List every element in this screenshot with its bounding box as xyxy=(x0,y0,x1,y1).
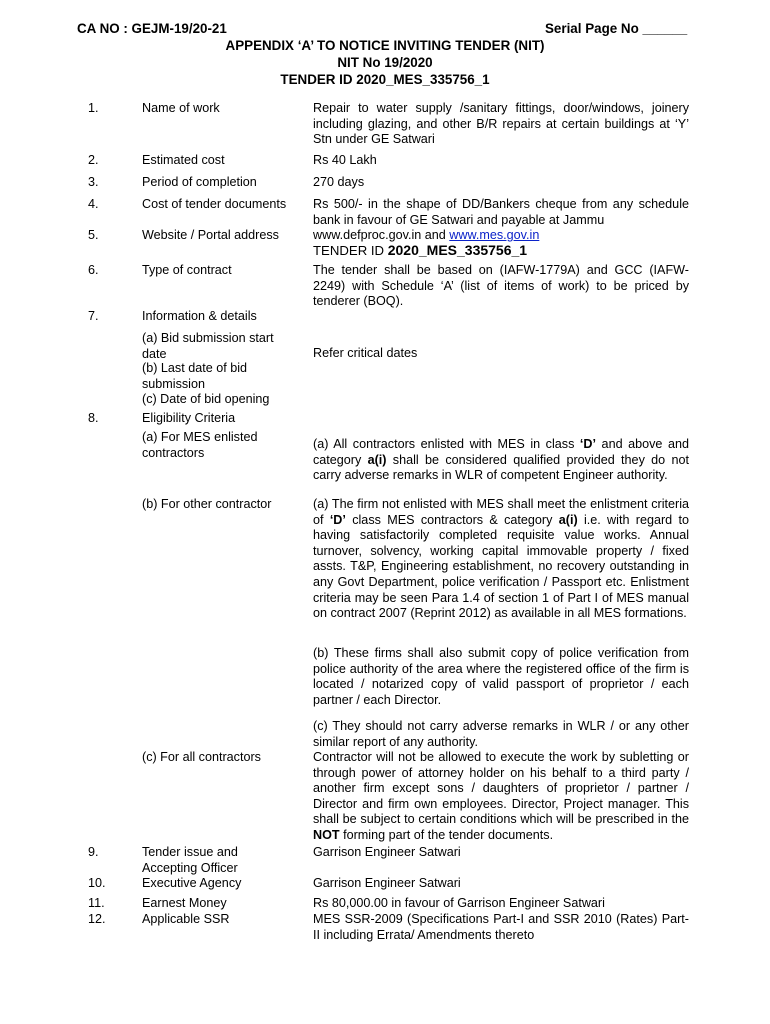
item-7-sub-c: (c) Date of bid opening xyxy=(142,392,270,406)
item-8a-text-2: and above and category xyxy=(313,437,689,467)
item-4-number: 4. xyxy=(88,197,99,211)
item-9-label: Tender issue and Accepting Officer xyxy=(142,845,238,875)
item-11-number: 11. xyxy=(88,896,105,910)
tender-id-value: 2020_MES_335756_1 xyxy=(387,242,528,258)
nit-number: NIT No 19/2020 xyxy=(337,55,433,70)
item-5-label: Website / Portal address xyxy=(142,228,279,242)
item-7-value: Refer critical dates xyxy=(313,346,418,360)
item-8a-class-d: ‘D’ xyxy=(579,437,597,451)
mes-website-link[interactable]: www.mes.gov.in xyxy=(449,228,540,242)
item-1-value: Repair to water supply /sanitary fittings, door/windows, joinery including glazing, and other B/R repairs at certain buildings at ‘Y’ Stn under GE Satwari xyxy=(313,101,689,147)
item-10-number: 10. xyxy=(88,876,106,890)
item-8b-text-3: i.e. with regard to having satisfactorily completed requisite value works. Annual turnover, solvency, working capital immovable property / fixed assts. T&P, Engineering establishment, no recovery outstanding in any Govt Department, police verification / Passport etc. Enlistment criteria may be seen Para 1.4 of section 1 of Part I of MES manual on contract 2007 (Reprint 2012) as available in all MES formations. xyxy=(313,512,689,621)
item-11-label: Earnest Money xyxy=(142,896,227,910)
ca-number: CA NO : GEJM-19/20-21 xyxy=(77,21,227,36)
item-8b-category: a(i) xyxy=(558,512,578,527)
item-8b-text-2: class MES contractors & category xyxy=(345,512,559,527)
item-5-number: 5. xyxy=(88,228,99,242)
item-9-number: 9. xyxy=(88,845,99,859)
item-8c-not: NOT xyxy=(313,827,340,842)
item-6-label: Type of contract xyxy=(142,263,232,277)
appendix-title: APPENDIX ‘A’ TO NOTICE INVITING TENDER (NIT) xyxy=(225,38,545,53)
item-7-sub-b: (b) Last date of bid submission xyxy=(142,361,248,391)
item-8a-value xyxy=(313,437,689,484)
item-12-label: Applicable SSR xyxy=(142,912,230,926)
item-8b-sub-c: (c) They should not carry adverse remarks in WLR / or any other similar report of any authority. xyxy=(313,719,689,749)
item-4-value: Rs 500/- in the shape of DD/Bankers cheque from any schedule bank in favour of GE Satwari and payable at Jammu xyxy=(313,197,689,227)
item-9-value: Garrison Engineer Satwari xyxy=(313,845,461,859)
item-6-number: 6. xyxy=(88,263,99,277)
item-2-label: Estimated cost xyxy=(142,153,225,167)
item-8b-class-d: ‘D’ xyxy=(329,512,346,527)
item-3-label: Period of completion xyxy=(142,175,257,189)
item-8b-text-1: (a) The firm not enlisted with MES shall meet the enlistment criteria of xyxy=(313,497,689,527)
item-7-label: Information & details xyxy=(142,309,257,323)
item-1-number: 1. xyxy=(88,101,99,115)
item-10-label: Executive Agency xyxy=(142,876,242,890)
item-8-number: 8. xyxy=(88,411,99,425)
item-2-value: Rs 40 Lakh xyxy=(313,153,377,167)
item-8b-label: (b) For other contractor xyxy=(142,497,272,511)
item-3-value: 270 days xyxy=(313,175,365,189)
item-12-number: 12. xyxy=(88,912,106,926)
item-8b-value xyxy=(313,497,689,622)
item-2-number: 2. xyxy=(88,153,99,167)
portal-address-text: www.defproc.gov.in and xyxy=(313,228,450,242)
item-3-number: 3. xyxy=(88,175,99,189)
item-11-value: Rs 80,000.00 in favour of Garrison Engineer Satwari xyxy=(313,896,605,910)
item-8a-category: a(i) xyxy=(367,452,387,467)
item-12-value: MES SSR-2009 (Specifications Part-I and SSR 2010 (Rates) Part-II including Errata/ Amendments thereto xyxy=(313,912,689,942)
item-6-value: The tender shall be based on (IAFW-1779A) and GCC (IAFW-2249) with Schedule ‘A’ (list of items of work) to be priced by tenderer (BOQ). xyxy=(313,263,689,309)
item-4-label: Cost of tender documents xyxy=(142,197,287,211)
tender-id-heading: TENDER ID 2020_MES_335756_1 xyxy=(280,72,490,87)
item-8-label: Eligibility Criteria xyxy=(142,411,236,425)
item-5-tender-id xyxy=(313,243,689,259)
item-8b-sub-b: (b) These firms shall also submit copy of police verification from police authority of the area where the registered office of the firm is located / notarized copy of valid passport of proprietor / each partner / each Director. xyxy=(313,646,689,707)
item-7-number: 7. xyxy=(88,309,99,323)
item-7-sub-a: (a) Bid submission start date xyxy=(142,331,274,361)
item-8a-text-3: shall be considered qualified provided they do not carry adverse remarks in WLR of competent Engineer authority. xyxy=(313,452,689,483)
item-10-value: Garrison Engineer Satwari xyxy=(313,876,461,890)
item-8c-text-1: Contractor will not be allowed to execute the work by subletting or through power of attorney holder on his behalf to a third party / another firm except sons / daughters of proprietor / partner / Director and firm own employees. Director, Project manager. This shall be subject to certain conditions which will be prescribed in the xyxy=(313,750,689,827)
item-8c-text-2: forming part of the tender documents. xyxy=(339,827,554,842)
item-8c-label: (c) For all contractors xyxy=(142,750,261,764)
item-8a-label: (a) For MES enlisted contractors xyxy=(142,430,258,460)
item-8c-value xyxy=(313,750,689,844)
item-1-label: Name of work xyxy=(142,101,220,115)
item-8a-text-1: (a) All contractors enlisted with MES in class xyxy=(313,437,580,451)
serial-page-number: Serial Page No ______ xyxy=(545,21,688,36)
tender-id-prefix: TENDER ID xyxy=(313,243,388,258)
